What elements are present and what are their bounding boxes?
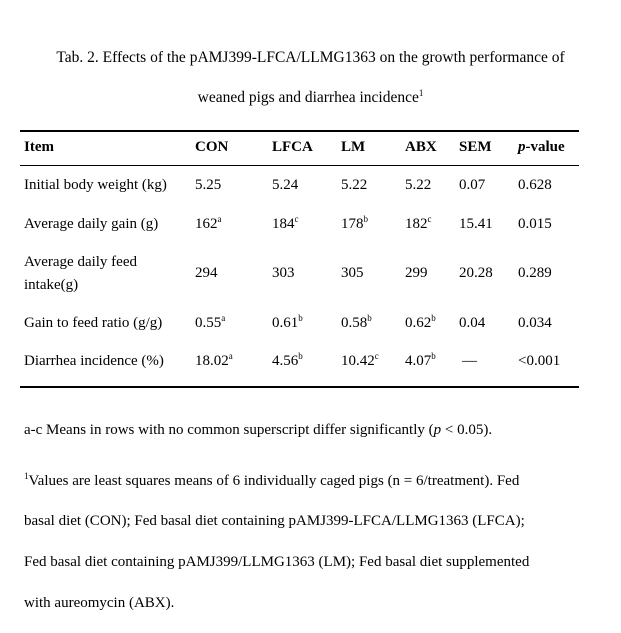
table-cell: 294 <box>195 265 218 281</box>
footnote-line-4: with aureomycin (ABX). <box>24 595 175 611</box>
row-label: Initial body weight (kg) <box>24 177 167 193</box>
row-label: Average daily feed <box>24 254 137 270</box>
table-cell: 0.04 <box>459 315 486 331</box>
table-cell: 10.42$^c$ <box>341 351 379 369</box>
table-header-rule <box>20 165 579 166</box>
row-label: Average daily gain (g) <box>24 216 159 232</box>
column-header-con: CON <box>195 139 229 155</box>
table-cell: 0.015 <box>518 216 552 232</box>
column-header-abx: ABX <box>405 139 437 155</box>
footnote-line-3: Fed basal diet containing pAMJ399/LLMG1363 (LM); Fed basal diet supplemented <box>24 554 530 570</box>
footnote-line-1: $^1$Values are least squares means of 6 individually caged pigs (n = 6/treatment). Fed <box>24 471 520 489</box>
table-cell: 18.02$^a$ <box>195 351 233 369</box>
column-header-lfca: LFCA <box>272 139 313 155</box>
table-cell: 5.25 <box>195 177 222 193</box>
row-label: Diarrhea incidence (%) <box>24 353 164 369</box>
table-cell: 299 <box>405 265 428 281</box>
footnote-marker: 1 <box>418 88 424 98</box>
table-caption-line-1: Tab. 2. Effects of the pAMJ399-LFCA/LLMG1363 on the growth performance of <box>56 49 565 66</box>
table-cell: — <box>462 353 477 369</box>
table-cell: <0.001 <box>518 353 561 369</box>
footnote-marker: 1 <box>24 471 29 481</box>
table-cell: 305 <box>341 265 364 281</box>
table-cell: 4.56$^b$ <box>272 351 303 369</box>
table-cell: 4.07$^b$ <box>405 351 436 369</box>
table-cell: 162$^a$ <box>195 214 222 232</box>
table-cell: 5.22 <box>341 177 368 193</box>
table-cell: 5.22 <box>405 177 432 193</box>
table-cell: 5.24 <box>272 177 299 193</box>
table-cell: 0.034 <box>518 315 552 331</box>
column-header-sem: SEM <box>459 139 492 155</box>
footnote-line-2: basal diet (CON); Fed basal diet containing pAMJ399-LFCA/LLMG1363 (LFCA); <box>24 513 525 529</box>
table-cell: 0.58$^b$ <box>341 313 372 331</box>
table-cell: 303 <box>272 265 295 281</box>
table-cell: 0.289 <box>518 265 552 281</box>
table-top-rule <box>20 130 579 132</box>
significance-note: a-c Means in rows with no common superscript differ significantly (p < 0.05). <box>24 422 493 438</box>
table-cell: 0.55$^a$ <box>195 313 226 331</box>
table-cell: 178$^b$ <box>341 214 368 232</box>
table-cell: 0.07 <box>459 177 486 193</box>
table-bottom-rule <box>20 386 579 388</box>
row-label: intake(g) <box>24 277 79 293</box>
table-cell: 0.61$^b$ <box>272 313 303 331</box>
table-caption-text: weaned pigs and diarrhea incidence <box>197 89 419 106</box>
table-cell: 0.628 <box>518 177 552 193</box>
column-header-item: Item <box>24 139 54 155</box>
table-caption-line-2 <box>0 88 621 108</box>
column-header-p-value: p-value <box>518 139 565 155</box>
table-cell: 0.62$^b$ <box>405 313 436 331</box>
table-cell: 20.28 <box>459 265 493 281</box>
column-header-lm: LM <box>341 139 366 155</box>
table-cell: 184$^c$ <box>272 214 299 232</box>
table-cell: 15.41 <box>459 216 493 232</box>
row-label: Gain to feed ratio (g/g) <box>24 315 163 331</box>
table-cell: 182$^c$ <box>405 214 432 232</box>
